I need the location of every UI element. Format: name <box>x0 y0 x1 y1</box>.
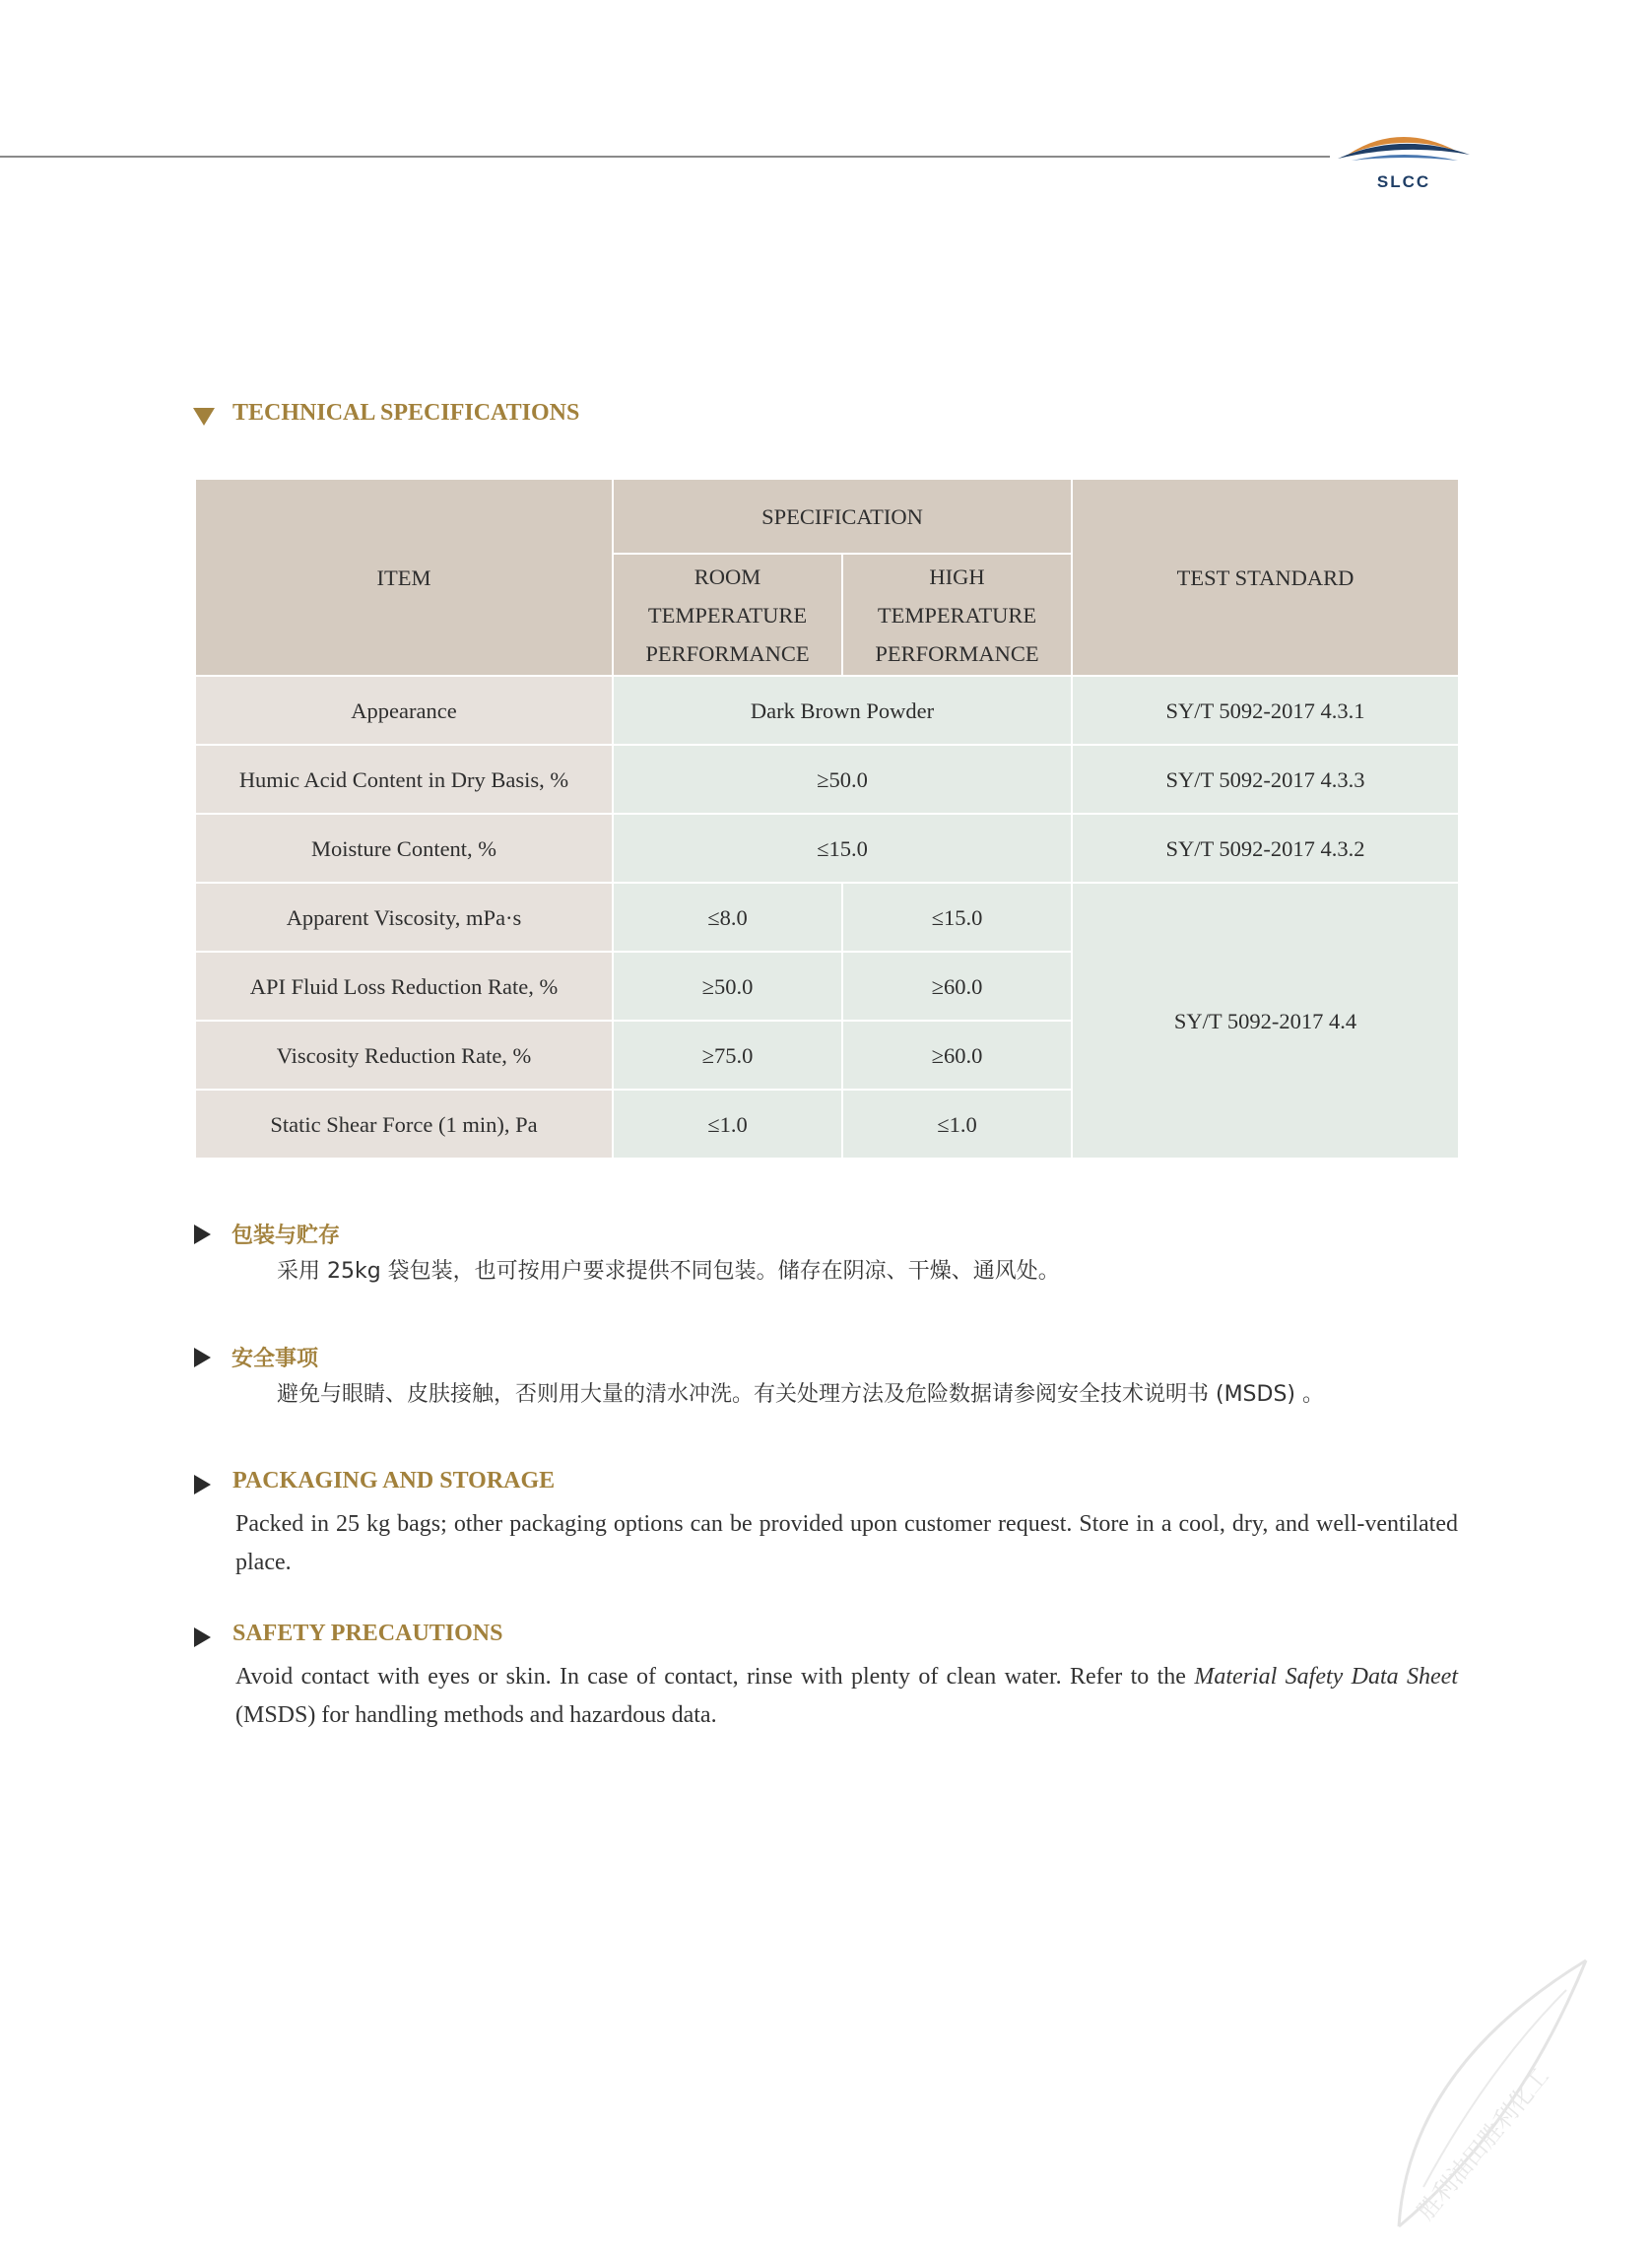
header-item: ITEM <box>195 479 613 676</box>
cn-packaging-text: 采用 25kg 袋包装，也可按用户要求提供不同包装。储存在阴凉、干燥、通风处。 <box>277 1259 1060 1284</box>
header-specification: SPECIFICATION <box>613 479 1072 554</box>
table-row <box>195 883 1459 952</box>
logo-swoosh-icon <box>1330 123 1478 172</box>
row-item: Apparent Viscosity, mPa·s <box>195 883 613 952</box>
table-row <box>195 745 1459 814</box>
row-standard: SY/T 5092-2017 4.3.2 <box>1072 814 1459 883</box>
row-room-value: ≥75.0 <box>613 1021 842 1090</box>
cn-safety-title: 安全事项 <box>231 1347 319 1371</box>
en-safety-text: Avoid contact with eyes or skin. In case of contact, rinse with plenty of clean water. Refer to the Material Safety Data Sheet (MSDS) for handling methods and hazardous data. <box>235 1664 1458 1728</box>
cn-packaging-title: 包装与贮存 <box>231 1224 341 1248</box>
bullet-triangle-icon <box>194 1225 211 1244</box>
row-value: ≥50.0 <box>613 745 1072 814</box>
row-room-value: ≤8.0 <box>613 883 842 952</box>
row-room-value: ≥50.0 <box>613 952 842 1021</box>
table-row <box>195 676 1459 745</box>
row-item: Moisture Content, % <box>195 814 613 883</box>
row-item: API Fluid Loss Reduction Rate, % <box>195 952 613 1021</box>
company-logo <box>1330 123 1478 197</box>
table-row <box>195 814 1459 883</box>
row-item: Static Shear Force (1 min), Pa <box>195 1090 613 1159</box>
logo-text: SLCC <box>1376 172 1431 191</box>
header-test-standard: TEST STANDARD <box>1072 479 1459 676</box>
bullet-triangle-icon <box>194 1348 211 1367</box>
row-item: Appearance <box>195 676 613 745</box>
row-value: Dark Brown Powder <box>613 676 1072 745</box>
row-standard: SY/T 5092-2017 4.3.1 <box>1072 676 1459 745</box>
row-high-value: ≤1.0 <box>842 1090 1072 1159</box>
header-high-temp: HIGH TEMPERATURE PERFORMANCE <box>842 554 1072 676</box>
row-value: ≤15.0 <box>613 814 1072 883</box>
group-standard: SY/T 5092-2017 4.4 <box>1072 883 1459 1159</box>
row-high-value: ≤15.0 <box>842 883 1072 952</box>
spec-table <box>194 478 1460 1160</box>
row-standard: SY/T 5092-2017 4.3.3 <box>1072 745 1459 814</box>
cn-safety-text: 避免与眼睛、皮肤接触，否则用大量的清水冲洗。有关处理方法及危险数据请参阅安全技术说明书 (MSDS) 。 <box>277 1382 1325 1407</box>
header-room-temp: ROOM TEMPERATURE PERFORMANCE <box>613 554 842 676</box>
en-packaging-title: PACKAGING AND STORAGE <box>232 1468 556 1493</box>
section-triangle-icon <box>193 408 215 426</box>
row-room-value: ≤1.0 <box>613 1090 842 1159</box>
watermark-leaf-icon <box>1369 1951 1596 2236</box>
tech-spec-title: TECHNICAL SPECIFICATIONS <box>232 400 580 426</box>
en-safety-title: SAFETY PRECAUTIONS <box>232 1621 503 1646</box>
row-item: Humic Acid Content in Dry Basis, % <box>195 745 613 814</box>
bullet-triangle-icon <box>194 1475 211 1494</box>
header-rule <box>0 156 1330 158</box>
en-packaging-text: Packed in 25 kg bags; other packaging options can be provided upon customer request. Store in a cool, dry, and well-ventilated place. <box>235 1511 1458 1575</box>
bullet-triangle-icon <box>194 1627 211 1647</box>
row-high-value: ≥60.0 <box>842 952 1072 1021</box>
row-item: Viscosity Reduction Rate, % <box>195 1021 613 1090</box>
watermark-text: 胜利油田胜利化工 <box>1412 2062 1555 2225</box>
row-high-value: ≥60.0 <box>842 1021 1072 1090</box>
